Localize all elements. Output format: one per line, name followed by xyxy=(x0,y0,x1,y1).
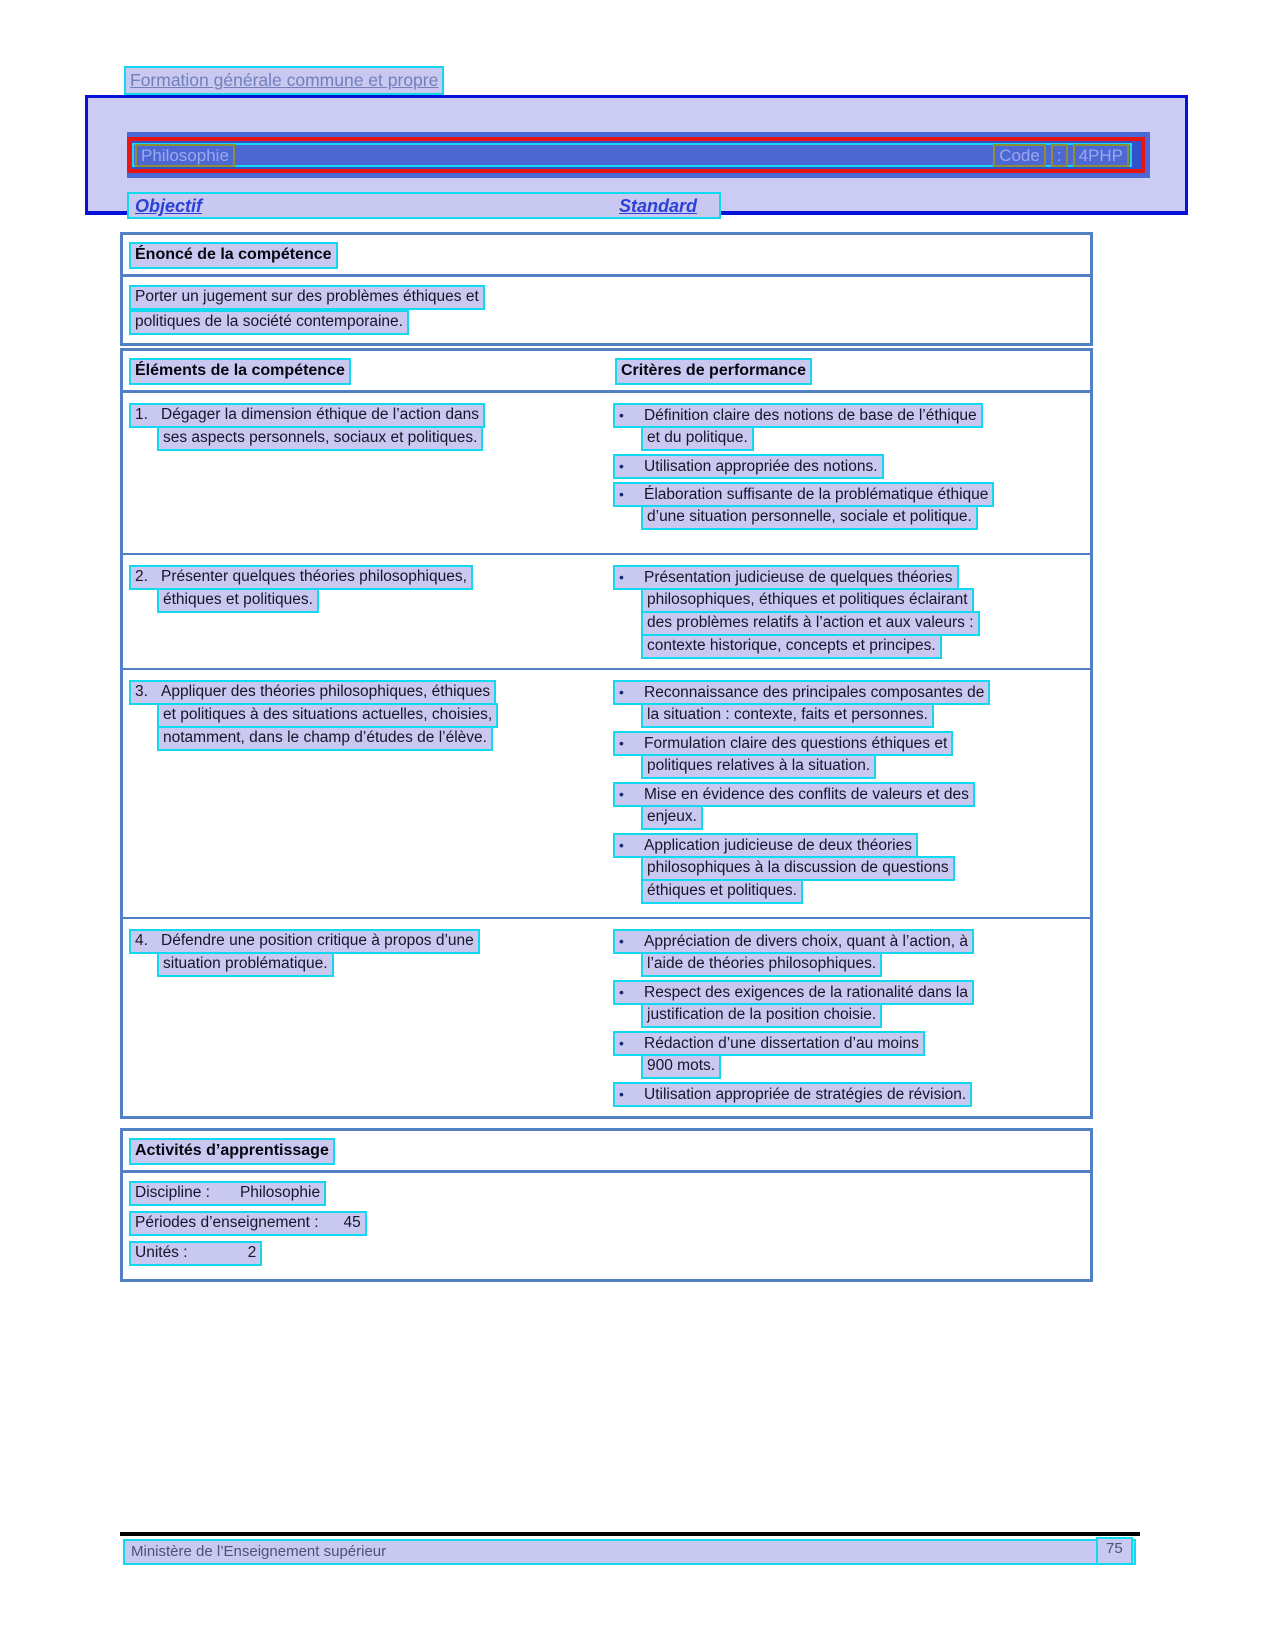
criterion-text: Reconnaissance des principales composantes de xyxy=(644,684,985,701)
elements-header-cell xyxy=(129,358,615,385)
element-text: ses aspects personnels, sociaux et politiques. xyxy=(157,426,483,451)
criterion xyxy=(613,565,1090,657)
bullet-icon: • xyxy=(619,735,624,751)
periodes-value: 45 xyxy=(343,1214,361,1231)
discipline-label: Discipline : xyxy=(135,1184,210,1201)
activites-table xyxy=(120,1128,1093,1282)
enonce-table xyxy=(120,232,1093,346)
criterion xyxy=(613,403,1090,449)
criterion-text: philosophiques, éthiques et politiques éclairant xyxy=(641,588,974,613)
activites-row xyxy=(129,1241,1084,1271)
competence-table-header xyxy=(123,351,1090,393)
element-text: notamment, dans le champ d’études de l’élève. xyxy=(157,726,493,751)
activites-header xyxy=(123,1131,1090,1173)
bullet-icon: • xyxy=(619,458,624,474)
section-heading xyxy=(124,66,444,95)
page-number: 75 xyxy=(1096,1537,1133,1565)
criteria-cell xyxy=(609,929,1090,1110)
unites-value: 2 xyxy=(247,1244,257,1261)
element-text: Dégager la dimension éthique de l’action dans xyxy=(161,406,479,423)
unites-label: Unités : xyxy=(135,1244,188,1261)
bullet-icon: • xyxy=(619,933,624,949)
criterion-text: d’une situation personnelle, sociale et politique. xyxy=(641,505,978,530)
criterion xyxy=(613,980,1090,1026)
footer-rule xyxy=(120,1532,1140,1536)
bullet-icon: • xyxy=(619,837,624,853)
criterion-text: l’aide de théories philosophiques. xyxy=(641,952,882,977)
criterion xyxy=(613,454,1090,477)
course-title-bar-inner xyxy=(127,137,1145,173)
criterion-text: éthiques et politiques. xyxy=(641,879,803,904)
enonce-line xyxy=(129,310,1084,335)
objectif-standard-row xyxy=(127,192,721,219)
criterion-text: Rédaction d’une dissertation d’au moins xyxy=(644,1035,919,1052)
element-text: et politiques à des situations actuelles, choisies, xyxy=(157,703,498,728)
element-cell xyxy=(123,680,609,911)
table-row xyxy=(123,917,1090,1116)
enonce-title: Énoncé de la compétence xyxy=(129,242,338,269)
element-text: Défendre une position critique à propos d’une xyxy=(161,932,474,949)
criterion-text: Application judicieuse de deux théories xyxy=(644,837,912,854)
code-colon: : xyxy=(1051,144,1068,167)
table-row xyxy=(123,393,1090,553)
discipline-value: Philosophie xyxy=(239,1184,321,1201)
enonce-line xyxy=(129,285,1084,310)
criterion-text: Appréciation de divers choix, quant à l’action, à xyxy=(644,933,968,950)
objectif-label: Objectif xyxy=(135,196,203,216)
criterion-text: des problèmes relatifs à l’action et aux valeurs : xyxy=(641,611,980,636)
code-value: 4PHP xyxy=(1073,144,1129,167)
criterion-text: Définition claire des notions de base de l’éthique xyxy=(644,407,977,424)
activites-title: Activités d’apprentissage xyxy=(129,1138,335,1165)
bullet-icon: • xyxy=(619,984,624,1000)
criterion-text: philosophiques à la discussion de questions xyxy=(641,856,955,881)
element-text: Présenter quelques théories philosophiques, xyxy=(161,568,467,585)
title-panel xyxy=(85,95,1188,215)
criterion xyxy=(613,731,1090,777)
criterion-text: Respect des exigences de la rationalité dans la xyxy=(644,984,968,1001)
criterion-text: Formulation claire des questions éthiques et xyxy=(644,735,948,752)
bullet-icon: • xyxy=(619,407,624,423)
criterion-text: contexte historique, concepts et principes. xyxy=(641,634,942,659)
bullet-icon: • xyxy=(619,1086,624,1102)
criterion-text: la situation : contexte, faits et personnes. xyxy=(641,703,934,728)
criterion xyxy=(613,1031,1090,1077)
criterion xyxy=(613,782,1090,828)
title-bar-highlight xyxy=(132,143,1132,167)
criterion-text: Élaboration suffisante de la problématique éthique xyxy=(644,486,989,503)
course-title-bar xyxy=(127,132,1150,178)
element-text: éthiques et politiques. xyxy=(157,588,319,613)
criteres-header: Critères de performance xyxy=(615,358,812,385)
bullet-icon: • xyxy=(619,684,624,700)
criterion-text: Utilisation appropriée de stratégies de révision. xyxy=(644,1086,967,1103)
bullet-icon: • xyxy=(619,1035,624,1051)
enonce-header xyxy=(123,235,1090,277)
criterion-text: justification de la position choisie. xyxy=(641,1003,882,1028)
enonce-line-text: Porter un jugement sur des problèmes éthiques et xyxy=(129,285,485,310)
element-cell xyxy=(123,565,609,662)
enonce-line-text: politiques de la société contemporaine. xyxy=(129,310,409,335)
criterion-text: enjeux. xyxy=(641,805,703,830)
criterion-text: Utilisation appropriée des notions. xyxy=(644,458,878,475)
element-cell xyxy=(123,403,609,547)
competence-table xyxy=(120,348,1093,1119)
item-number: 3. xyxy=(135,683,148,700)
bullet-icon: • xyxy=(619,786,624,802)
criteres-header-cell xyxy=(615,358,812,385)
element-text: Appliquer des théories philosophiques, éthiques xyxy=(161,683,491,700)
bullet-icon: • xyxy=(619,569,624,585)
footer-ministry: Ministère de l’Enseignement supérieur xyxy=(131,1543,387,1560)
code-label: Code xyxy=(993,144,1046,167)
standard-label: Standard xyxy=(619,196,698,216)
section-heading-text: Formation générale commune et propre xyxy=(124,66,444,95)
element-text: situation problématique. xyxy=(157,952,334,977)
activites-row xyxy=(129,1181,1084,1211)
periodes-label: Périodes d’enseignement : xyxy=(135,1214,319,1231)
enonce-body xyxy=(123,277,1090,343)
criterion xyxy=(613,482,1090,528)
elements-header: Éléments de la compétence xyxy=(129,358,351,385)
course-title: Philosophie xyxy=(135,144,235,167)
activites-body xyxy=(123,1173,1090,1279)
table-row xyxy=(123,668,1090,917)
criterion xyxy=(613,680,1090,726)
criterion-text: 900 mots. xyxy=(641,1054,721,1079)
activites-row xyxy=(129,1211,1084,1241)
criteria-cell xyxy=(609,680,1090,911)
criterion-text: et du politique. xyxy=(641,426,754,451)
criteria-cell xyxy=(609,565,1090,662)
bullet-icon: • xyxy=(619,486,624,502)
footer xyxy=(123,1539,1136,1565)
criterion-text: politiques relatives à la situation. xyxy=(641,754,876,779)
criterion xyxy=(613,833,1090,902)
table-row xyxy=(123,553,1090,668)
item-number: 1. xyxy=(135,406,148,423)
criteria-cell xyxy=(609,403,1090,547)
item-number: 4. xyxy=(135,932,148,949)
course-code-group xyxy=(993,144,1129,167)
element-cell xyxy=(123,929,609,1110)
criterion xyxy=(613,1082,1090,1105)
criterion xyxy=(613,929,1090,975)
item-number: 2. xyxy=(135,568,148,585)
criterion-text: Mise en évidence des conflits de valeurs et des xyxy=(644,786,969,803)
criterion-text: Présentation judicieuse de quelques théories xyxy=(644,569,953,586)
